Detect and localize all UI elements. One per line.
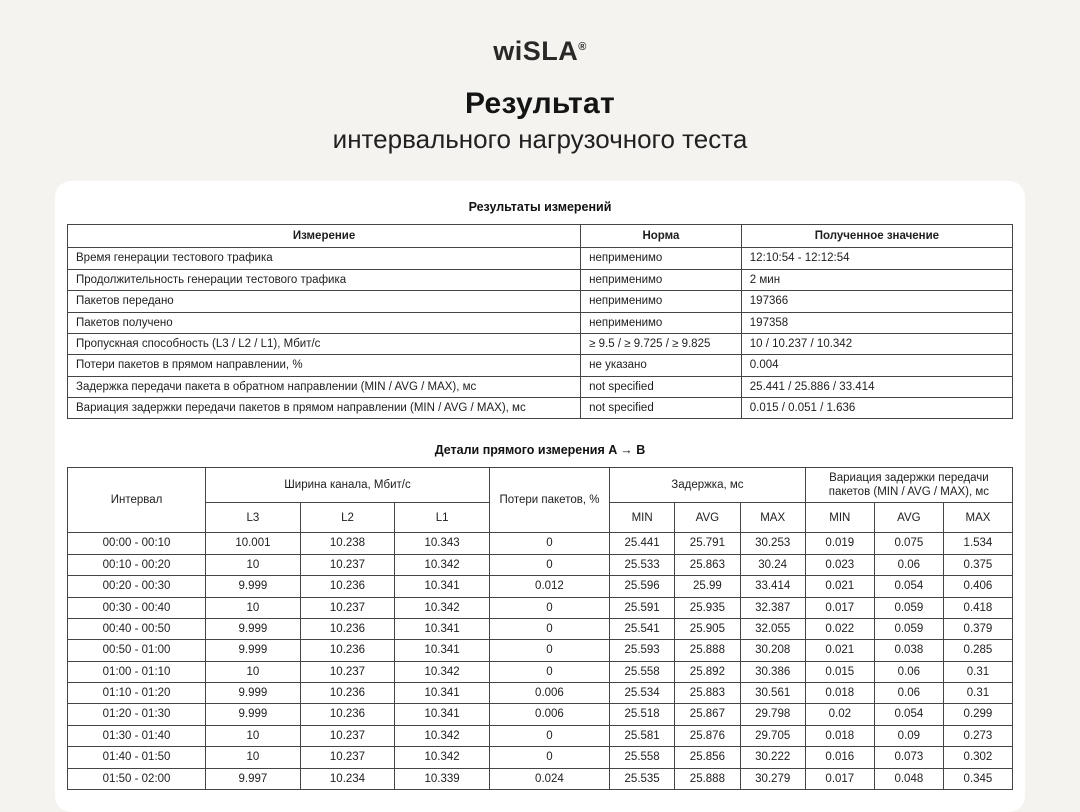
var-avg-cell: 0.048	[874, 768, 943, 789]
loss-cell: 0	[489, 747, 609, 768]
l3-cell: 9.999	[206, 640, 301, 661]
norm-cell: неприменимо	[581, 269, 742, 290]
measurement-cell: Пропускная способность (L3 / L2 / L1), Мбит/с	[68, 333, 581, 354]
loss-cell: 0	[489, 554, 609, 575]
col-header-measurement: Измерение	[68, 225, 581, 248]
var-avg-cell: 0.075	[874, 533, 943, 554]
interval-cell: 00:20 - 00:30	[68, 576, 206, 597]
l1-cell: 10.341	[395, 704, 490, 725]
col-header-interval: Интервал	[68, 468, 206, 533]
table-row	[68, 768, 1013, 789]
l2-cell: 10.238	[300, 533, 395, 554]
delay-min-cell: 25.593	[610, 640, 675, 661]
subcol-l3: L3	[206, 503, 301, 533]
l1-cell: 10.342	[395, 747, 490, 768]
measurement-cell: Пакетов передано	[68, 291, 581, 312]
delay-avg-cell: 25.99	[675, 576, 740, 597]
var-max-cell: 0.379	[943, 618, 1012, 639]
l2-cell: 10.234	[300, 768, 395, 789]
var-avg-cell: 0.06	[874, 554, 943, 575]
table-row	[68, 597, 1013, 618]
delay-avg-cell: 25.856	[675, 747, 740, 768]
l3-cell: 9.999	[206, 618, 301, 639]
logo-text: wiSLA	[493, 36, 579, 66]
l3-cell: 9.997	[206, 768, 301, 789]
value-cell: 197366	[741, 291, 1012, 312]
l2-cell: 10.236	[300, 640, 395, 661]
delay-min-cell: 25.533	[610, 554, 675, 575]
delay-min-cell: 25.534	[610, 683, 675, 704]
delay-max-cell: 32.055	[740, 618, 805, 639]
var-min-cell: 0.016	[805, 747, 874, 768]
report-card	[55, 181, 1025, 812]
delay-avg-cell: 25.888	[675, 640, 740, 661]
col-header-packet-loss: Потери пакетов, %	[489, 468, 609, 533]
table-row	[68, 554, 1013, 575]
l1-cell: 10.343	[395, 533, 490, 554]
table-row	[68, 291, 1013, 312]
results-header-row	[68, 225, 1013, 248]
delay-avg-cell: 25.883	[675, 683, 740, 704]
delay-avg-cell: 25.867	[675, 704, 740, 725]
col-header-norm: Норма	[581, 225, 742, 248]
l1-cell: 10.342	[395, 661, 490, 682]
interval-cell: 01:50 - 02:00	[68, 768, 206, 789]
delay-min-cell: 25.518	[610, 704, 675, 725]
interval-cell: 01:20 - 01:30	[68, 704, 206, 725]
var-avg-cell: 0.054	[874, 576, 943, 597]
var-min-cell: 0.021	[805, 576, 874, 597]
loss-cell: 0.006	[489, 704, 609, 725]
var-avg-cell: 0.038	[874, 640, 943, 661]
loss-cell: 0	[489, 661, 609, 682]
loss-cell: 0.006	[489, 683, 609, 704]
var-min-cell: 0.015	[805, 661, 874, 682]
l1-cell: 10.341	[395, 640, 490, 661]
var-min-cell: 0.023	[805, 554, 874, 575]
l1-cell: 10.339	[395, 768, 490, 789]
norm-cell: неприменимо	[581, 248, 742, 269]
table-row	[68, 398, 1013, 419]
table-row	[68, 725, 1013, 746]
measurement-cell: Вариация задержки передачи пакетов в прямом направлении (MIN / AVG / MAX), мс	[68, 398, 581, 419]
var-min-cell: 0.019	[805, 533, 874, 554]
subcol-var-max: MAX	[943, 503, 1012, 533]
l3-cell: 9.999	[206, 576, 301, 597]
group-header-channel-width: Ширина канала, Мбит/с	[206, 468, 490, 503]
var-min-cell: 0.018	[805, 683, 874, 704]
delay-max-cell: 32.387	[740, 597, 805, 618]
l2-cell: 10.236	[300, 704, 395, 725]
var-avg-cell: 0.06	[874, 683, 943, 704]
interval-cell: 00:00 - 00:10	[68, 533, 206, 554]
l3-cell: 10	[206, 725, 301, 746]
delay-min-cell: 25.591	[610, 597, 675, 618]
delay-max-cell: 29.798	[740, 704, 805, 725]
loss-cell: 0	[489, 533, 609, 554]
l2-cell: 10.236	[300, 576, 395, 597]
results-table-title: Результаты измерений	[468, 200, 612, 214]
var-avg-cell: 0.059	[874, 597, 943, 618]
delay-avg-cell: 25.935	[675, 597, 740, 618]
delay-min-cell: 25.535	[610, 768, 675, 789]
delay-max-cell: 30.279	[740, 768, 805, 789]
var-max-cell: 0.345	[943, 768, 1012, 789]
l2-cell: 10.237	[300, 661, 395, 682]
l1-cell: 10.341	[395, 683, 490, 704]
page-title: Результат	[464, 87, 616, 120]
loss-cell: 0.012	[489, 576, 609, 597]
measurement-cell: Время генерации тестового трафика	[68, 248, 581, 269]
l3-cell: 10.001	[206, 533, 301, 554]
delay-avg-cell: 25.888	[675, 768, 740, 789]
l2-cell: 10.237	[300, 597, 395, 618]
interval-cell: 00:30 - 00:40	[68, 597, 206, 618]
page-subtitle: интервального нагрузочного теста	[332, 124, 748, 154]
delay-min-cell: 25.558	[610, 747, 675, 768]
l1-cell: 10.342	[395, 725, 490, 746]
measurement-cell: Потери пакетов в прямом направлении, %	[68, 355, 581, 376]
table-row	[68, 312, 1013, 333]
details-table	[67, 467, 1013, 790]
table-row	[68, 269, 1013, 290]
var-max-cell: 0.375	[943, 554, 1012, 575]
value-cell: 2 мин	[741, 269, 1012, 290]
measurement-cell: Пакетов получено	[68, 312, 581, 333]
interval-cell: 01:00 - 01:10	[68, 661, 206, 682]
registered-trademark-mark: ®	[578, 41, 587, 53]
interval-cell: 00:10 - 00:20	[68, 554, 206, 575]
col-header-obtained-value: Полученное значение	[741, 225, 1012, 248]
wisla-logo	[0, 0, 1080, 67]
var-min-cell: 0.017	[805, 597, 874, 618]
norm-cell: неприменимо	[581, 291, 742, 312]
norm-cell: not specified	[581, 376, 742, 397]
norm-cell: ≥ 9.5 / ≥ 9.725 / ≥ 9.825	[581, 333, 742, 354]
var-avg-cell: 0.054	[874, 704, 943, 725]
delay-avg-cell: 25.876	[675, 725, 740, 746]
delay-max-cell: 29.705	[740, 725, 805, 746]
table-row	[68, 248, 1013, 269]
l2-cell: 10.237	[300, 747, 395, 768]
var-max-cell: 1.534	[943, 533, 1012, 554]
l1-cell: 10.341	[395, 618, 490, 639]
delay-min-cell: 25.558	[610, 661, 675, 682]
interval-cell: 01:10 - 01:20	[68, 683, 206, 704]
measurement-cell: Задержка передачи пакета в обратном направлении (MIN / AVG / MAX), мс	[68, 376, 581, 397]
l3-cell: 10	[206, 554, 301, 575]
l3-cell: 10	[206, 597, 301, 618]
loss-cell: 0	[489, 640, 609, 661]
value-cell: 0.015 / 0.051 / 1.636	[741, 398, 1012, 419]
delay-max-cell: 30.386	[740, 661, 805, 682]
var-max-cell: 0.418	[943, 597, 1012, 618]
var-max-cell: 0.31	[943, 683, 1012, 704]
loss-cell: 0	[489, 618, 609, 639]
delay-max-cell: 30.24	[740, 554, 805, 575]
table-row	[68, 683, 1013, 704]
l3-cell: 9.999	[206, 704, 301, 725]
delay-max-cell: 33.414	[740, 576, 805, 597]
delay-avg-cell: 25.905	[675, 618, 740, 639]
table-row	[68, 704, 1013, 725]
l3-cell: 10	[206, 747, 301, 768]
loss-cell: 0.024	[489, 768, 609, 789]
delay-min-cell: 25.596	[610, 576, 675, 597]
delay-avg-cell: 25.863	[675, 554, 740, 575]
results-table	[67, 224, 1013, 419]
l1-cell: 10.342	[395, 597, 490, 618]
delay-max-cell: 30.253	[740, 533, 805, 554]
var-max-cell: 0.31	[943, 661, 1012, 682]
var-min-cell: 0.022	[805, 618, 874, 639]
value-cell: 10 / 10.237 / 10.342	[741, 333, 1012, 354]
delay-max-cell: 30.561	[740, 683, 805, 704]
subcol-var-avg: AVG	[874, 503, 943, 533]
delay-max-cell: 30.222	[740, 747, 805, 768]
var-avg-cell: 0.09	[874, 725, 943, 746]
group-header-delay: Задержка, мс	[610, 468, 806, 503]
norm-cell: not specified	[581, 398, 742, 419]
table-row	[68, 661, 1013, 682]
table-row	[68, 355, 1013, 376]
table-row	[68, 618, 1013, 639]
var-max-cell: 0.285	[943, 640, 1012, 661]
var-max-cell: 0.406	[943, 576, 1012, 597]
interval-cell: 01:30 - 01:40	[68, 725, 206, 746]
l2-cell: 10.237	[300, 725, 395, 746]
var-avg-cell: 0.059	[874, 618, 943, 639]
var-max-cell: 0.273	[943, 725, 1012, 746]
interval-cell: 01:40 - 01:50	[68, 747, 206, 768]
subcol-delay-avg: AVG	[675, 503, 740, 533]
value-cell: 25.441 / 25.886 / 33.414	[741, 376, 1012, 397]
table-row	[68, 333, 1013, 354]
measurement-cell: Продолжительность генерации тестового трафика	[68, 269, 581, 290]
interval-cell: 00:50 - 01:00	[68, 640, 206, 661]
subcol-var-min: MIN	[805, 503, 874, 533]
l3-cell: 9.999	[206, 683, 301, 704]
var-max-cell: 0.302	[943, 747, 1012, 768]
delay-avg-cell: 25.791	[675, 533, 740, 554]
delay-min-cell: 25.441	[610, 533, 675, 554]
loss-cell: 0	[489, 725, 609, 746]
l3-cell: 10	[206, 661, 301, 682]
norm-cell: не указано	[581, 355, 742, 376]
loss-cell: 0	[489, 597, 609, 618]
delay-max-cell: 30.208	[740, 640, 805, 661]
var-min-cell: 0.018	[805, 725, 874, 746]
interval-cell: 00:40 - 00:50	[68, 618, 206, 639]
l1-cell: 10.341	[395, 576, 490, 597]
var-avg-cell: 0.06	[874, 661, 943, 682]
l2-cell: 10.237	[300, 554, 395, 575]
value-cell: 12:10:54 - 12:12:54	[741, 248, 1012, 269]
l2-cell: 10.236	[300, 683, 395, 704]
delay-min-cell: 25.581	[610, 725, 675, 746]
group-header-delay-variation: Вариация задержки передачи пакетов (MIN / AVG / MAX), мс	[805, 468, 1012, 503]
subcol-delay-max: MAX	[740, 503, 805, 533]
l1-cell: 10.342	[395, 554, 490, 575]
details-group-header-row	[68, 468, 1013, 503]
var-max-cell: 0.299	[943, 704, 1012, 725]
value-cell: 0.004	[741, 355, 1012, 376]
subcol-delay-min: MIN	[610, 503, 675, 533]
table-row	[68, 576, 1013, 597]
details-table-title: Детали прямого измерения A → B	[434, 443, 646, 458]
delay-avg-cell: 25.892	[675, 661, 740, 682]
table-row	[68, 376, 1013, 397]
table-row	[68, 640, 1013, 661]
table-row	[68, 533, 1013, 554]
var-avg-cell: 0.073	[874, 747, 943, 768]
var-min-cell: 0.02	[805, 704, 874, 725]
subcol-l1: L1	[395, 503, 490, 533]
norm-cell: неприменимо	[581, 312, 742, 333]
delay-min-cell: 25.541	[610, 618, 675, 639]
l2-cell: 10.236	[300, 618, 395, 639]
subcol-l2: L2	[300, 503, 395, 533]
table-row	[68, 747, 1013, 768]
var-min-cell: 0.021	[805, 640, 874, 661]
value-cell: 197358	[741, 312, 1012, 333]
var-min-cell: 0.017	[805, 768, 874, 789]
